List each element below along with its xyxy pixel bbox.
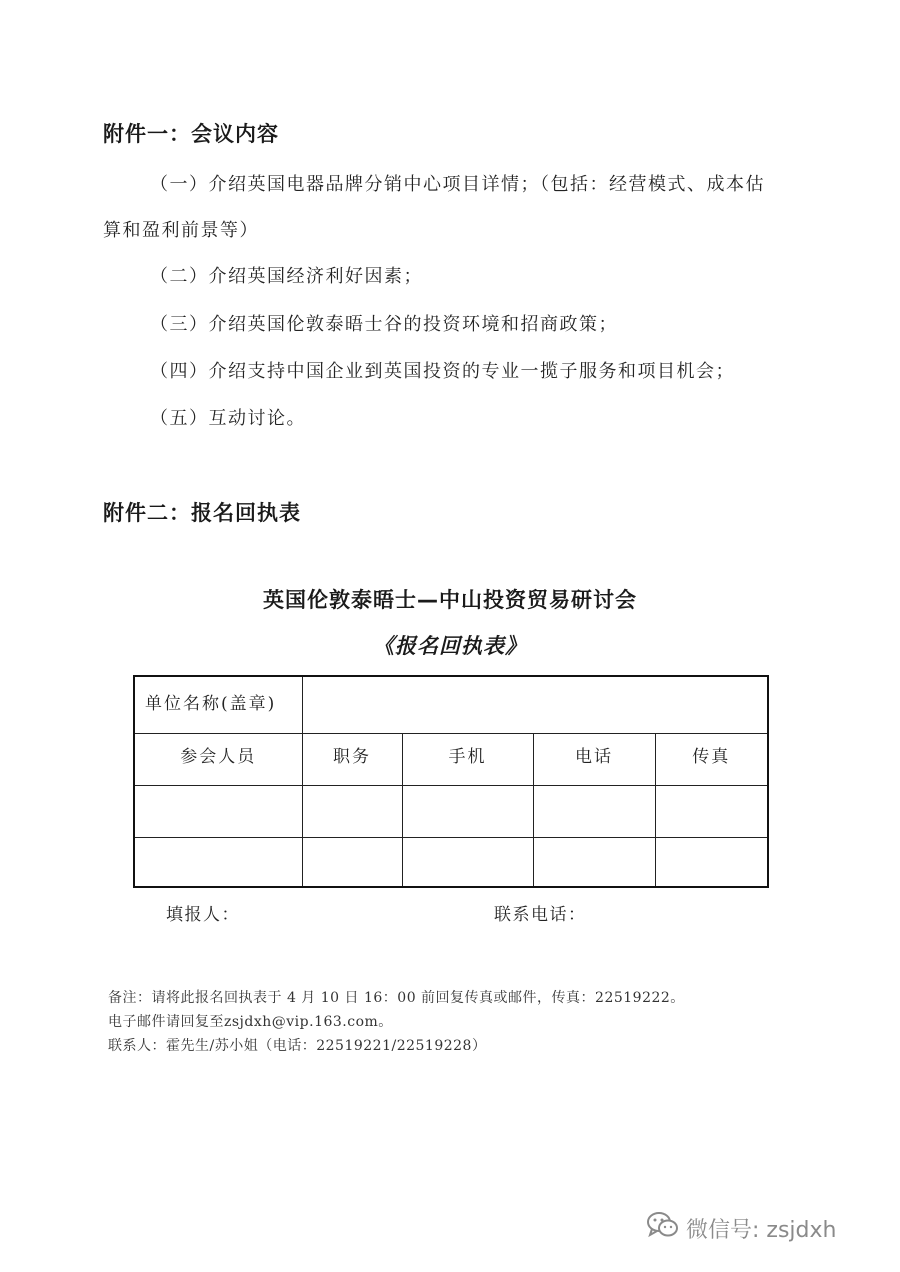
header-position: 职务 — [302, 733, 402, 785]
agenda-item-4: （四）介绍支持中国企业到英国投资的专业一揽子服务和项目机会； — [150, 361, 735, 382]
header-attendee: 参会人员 — [134, 733, 302, 785]
fax-cell[interactable] — [655, 785, 768, 837]
header-fax: 传真 — [655, 733, 768, 785]
mobile-cell[interactable] — [402, 785, 533, 837]
phone-cell[interactable] — [533, 785, 655, 837]
table-row — [134, 837, 768, 887]
note-line-1: 备注：请将此报名回执表于 4 月 10 日 16：00 前回复传真或邮件，传真：22519222。 — [108, 990, 685, 1006]
header-mobile: 手机 — [402, 733, 533, 785]
watermark-text: 微信号: zsjdxh — [686, 1217, 837, 1243]
position-cell[interactable] — [302, 837, 402, 887]
header-phone: 电话 — [533, 733, 655, 785]
position-cell[interactable] — [302, 785, 402, 837]
attendee-cell[interactable] — [134, 785, 302, 837]
agenda-item-1: （一）介绍英国电器品牌分销中心项目详情；（包括：经营模式、成本估 — [150, 174, 765, 195]
attendee-cell[interactable] — [134, 837, 302, 887]
mobile-cell[interactable] — [402, 837, 533, 887]
form-subtitle: 《报名回执表》 — [373, 634, 527, 658]
phone-cell[interactable] — [533, 837, 655, 887]
note-line-2: 电子邮件请回复至zsjdxh@vip.163.com。 — [108, 1014, 393, 1030]
filler-label: 填报人： — [166, 905, 240, 925]
fax-cell[interactable] — [655, 837, 768, 887]
agenda-item-1-cont: 算和盈利前景等） — [103, 220, 259, 241]
note-line-3: 联系人：霍先生/苏小姐（电话：22519221/22519228） — [108, 1038, 487, 1054]
company-name-label: 单位名称(盖章) — [134, 676, 302, 733]
watermark — [646, 1210, 836, 1246]
agenda-item-5: （五）互动讨论。 — [150, 408, 306, 429]
agenda-item-2: （二）介绍英国经济利好因素； — [150, 266, 423, 287]
registration-table — [133, 675, 769, 888]
contact-phone-label: 联系电话： — [494, 905, 587, 925]
company-name-field[interactable] — [302, 676, 768, 733]
attachment2-heading: 附件二：报名回执表 — [103, 501, 301, 525]
attachment1-heading: 附件一：会议内容 — [103, 122, 279, 146]
form-title: 英国伦敦泰晤士—中山投资贸易研讨会 — [263, 588, 637, 612]
agenda-item-3: （三）介绍英国伦敦泰晤士谷的投资环境和招商政策； — [150, 314, 618, 335]
table-row — [134, 785, 768, 837]
wechat-icon — [646, 1210, 680, 1246]
